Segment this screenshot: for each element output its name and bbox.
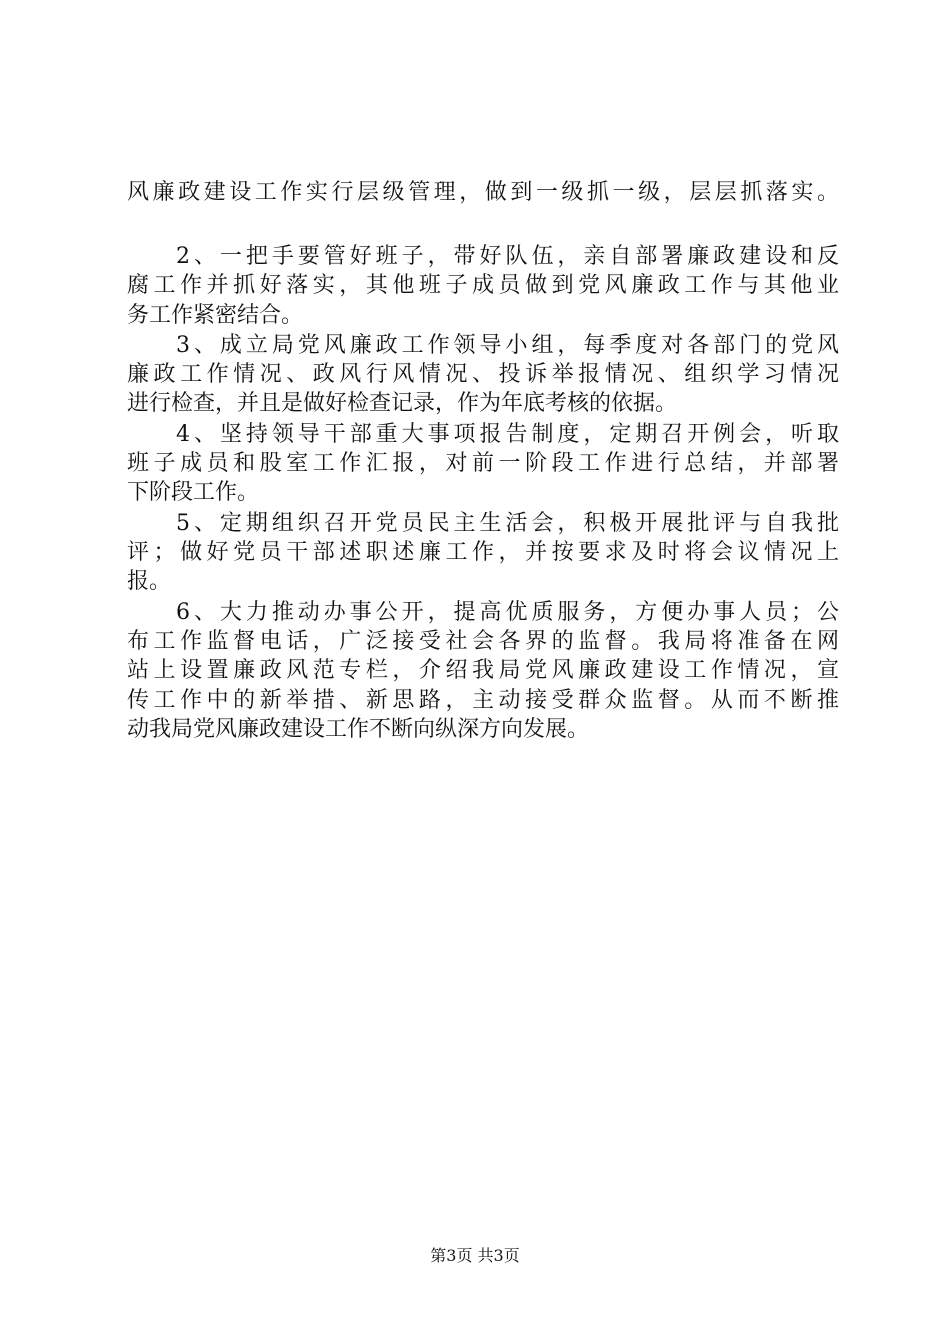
paragraph-5-line-2: 评；做好党员干部述职述廉工作，并按要求及时将会议情况上 — [127, 540, 839, 565]
paragraph-3-line-1: 3、成立局党风廉政工作领导小组，每季度对各部门的党风 — [176, 333, 839, 358]
paragraph-6-line-5: 动我局党风廉政建设工作不断向纵深方向发展。 — [127, 717, 590, 742]
paragraph-4-line-2: 班子成员和股室工作汇报，对前一阶段工作进行总结，并部署 — [127, 451, 839, 476]
paragraph-6-line-2: 布工作监督电话，广泛接受社会各界的监督。我局将准备在网 — [127, 629, 839, 654]
paragraph-6-line-3: 站上设置廉政风范专栏，介绍我局党风廉政建设工作情况，宣 — [127, 658, 839, 683]
text-line: 风廉政建设工作实行层级管理，做到一级抓一级，层层抓落实。 — [127, 180, 839, 205]
paragraph-4-line-3: 下阶段工作。 — [127, 480, 260, 505]
page-footer: 第3页 共3页 — [430, 1246, 520, 1265]
paragraph-2-line-1: 2、一把手要管好班子，带好队伍，亲自部署廉政建设和反 — [176, 244, 839, 269]
paragraph-3-line-2: 廉政工作情况、政风行风情况、投诉举报情况、组织学习情况 — [127, 362, 839, 387]
paragraph-6-line-1: 6、大力推动办事公开，提高优质服务，方便办事人员；公 — [176, 600, 839, 625]
paragraph-3-line-3: 进行检查，并且是做好检查记录，作为年底考核的依据。 — [127, 391, 678, 416]
paragraph-2-line-2: 腐工作并抓好落实，其他班子成员做到党风廉政工作与其他业 — [127, 273, 839, 298]
paragraph-2-line-3: 务工作紧密结合。 — [127, 303, 304, 328]
paragraph-4-line-1: 4、坚持领导干部重大事项报告制度，定期召开例会，听取 — [176, 422, 839, 447]
paragraph-5-line-1: 5、定期组织召开党员民主生活会，积极开展批评与自我批 — [176, 511, 839, 536]
paragraph-5-line-3: 报。 — [127, 569, 172, 594]
paragraph-6-line-4: 传工作中的新举措、新思路，主动接受群众监督。从而不断推 — [127, 688, 839, 713]
